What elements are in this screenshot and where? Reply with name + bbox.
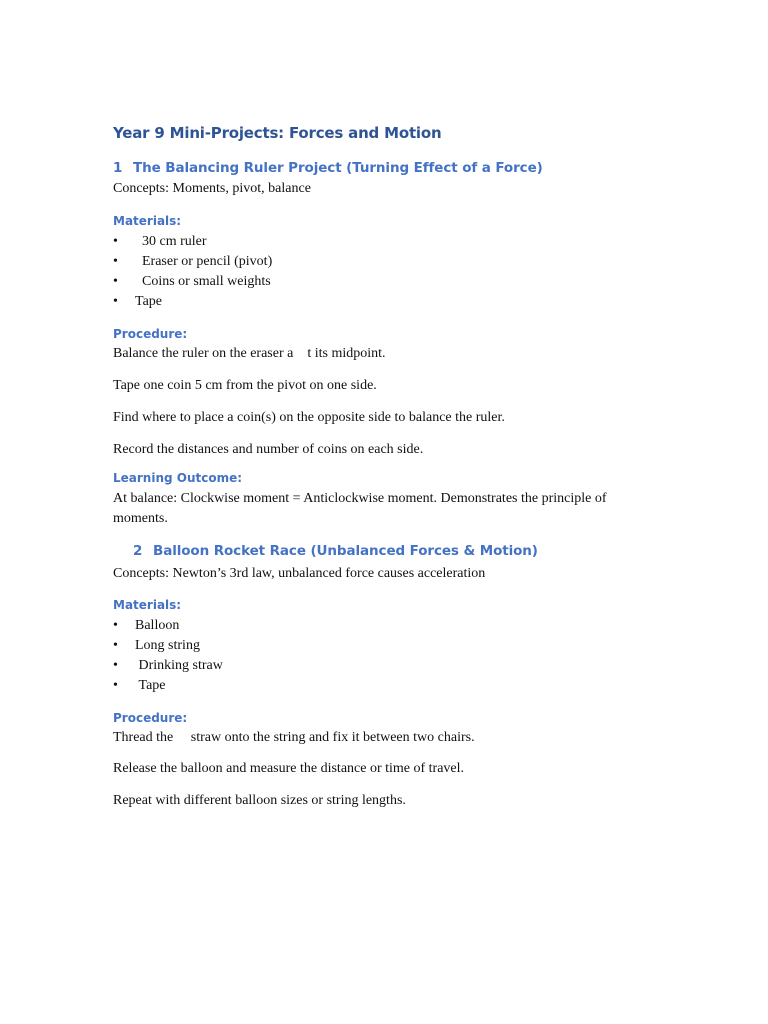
bullet-icon: • [113,658,118,673]
procedure-step: Find where to place a coin(s) on the opposite side to balance the ruler. [113,410,505,425]
list-item: • Long string [113,638,200,653]
list-item: • Eraser or pencil (pivot) [113,254,273,269]
project-1-procedure-label: Procedure: [113,327,188,341]
bullet-icon: • [113,234,118,249]
list-item: • 30 cm ruler [113,234,207,249]
document-title: Year 9 Mini-Projects: Forces and Motion [113,124,442,142]
project-1-materials-label: Materials: [113,214,182,228]
project-1-concepts: Concepts: Moments, pivot, balance [113,181,311,196]
bullet-icon: • [113,618,118,633]
project-1-outcome-label: Learning Outcome: [113,471,243,485]
procedure-step: Release the balloon and measure the distance or time of travel. [113,761,465,776]
project-1-title: The Balancing Ruler Project (Turning Effect of a Force) [133,160,543,176]
project-1-number: 1 [113,160,123,176]
project-1-heading [113,160,543,176]
bullet-icon: • [113,254,118,269]
project-2-concepts: Concepts: Newton’s 3rd law, unbalanced force causes acceleration [113,566,486,581]
list-item: • Balloon [113,618,180,633]
project-2-number: 2 [133,543,143,559]
bullet-icon: • [113,638,118,653]
project-2-materials-label: Materials: [113,598,182,612]
project-1-outcome: At balance: Clockwise moment = Anticlockwise moment. Demonstrates the principle of moments. [113,491,607,526]
project-2-title: Balloon Rocket Race (Unbalanced Forces & Motion) [153,543,538,559]
list-item: • Coins or small weights [113,274,271,289]
project-2-heading [133,543,538,559]
procedure-step: Balance the ruler on the eraser a t its midpoint. [113,346,386,361]
bullet-icon: • [113,274,118,289]
project-2-procedure-label: Procedure: [113,711,188,725]
list-item: • Tape [113,294,163,309]
bullet-icon: • [113,678,118,693]
procedure-step: Tape one coin 5 cm from the pivot on one side. [113,378,377,393]
procedure-step: Record the distances and number of coins on each side. [113,442,424,457]
list-item: • Drinking straw [113,658,223,673]
procedure-step: Repeat with different balloon sizes or string lengths. [113,793,406,808]
list-item: • Tape [113,678,166,693]
procedure-step: Thread the straw onto the string and fix it between two chairs. [113,730,475,745]
bullet-icon: • [113,294,118,309]
